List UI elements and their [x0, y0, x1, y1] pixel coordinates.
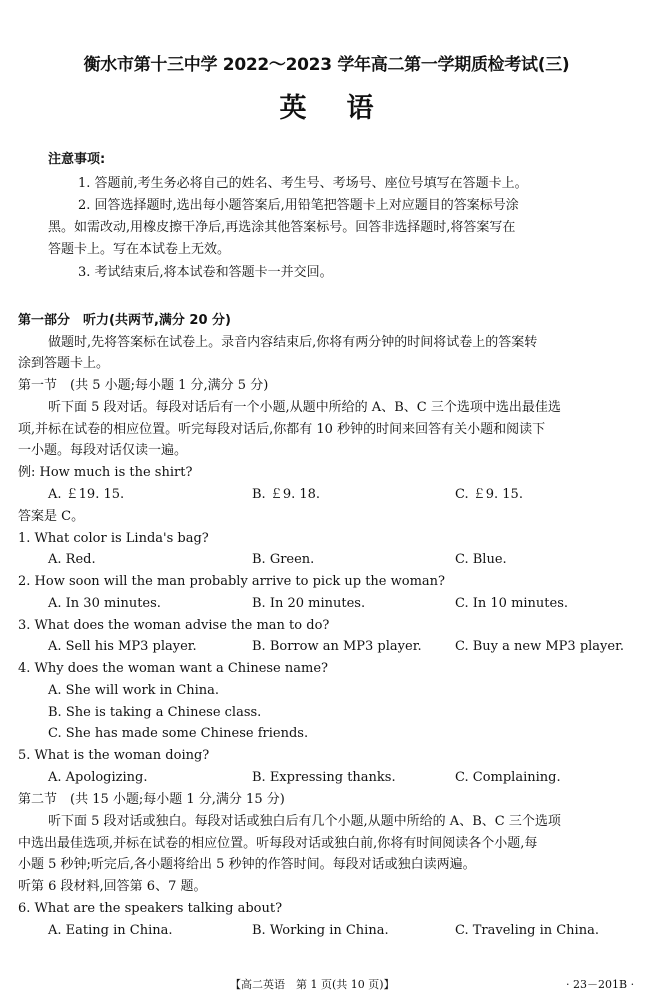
- part1-intro-line-2: 涂到答题卡上。: [18, 356, 110, 371]
- q4-option-a: A. She will work in China.: [48, 683, 220, 698]
- q1-option-a: A. Red.: [48, 552, 96, 567]
- example-option-c: C. ￡9. 15.: [455, 487, 523, 502]
- q2-option-c: C. In 10 minutes.: [455, 596, 569, 611]
- section2-instr-line-2: 中选出最佳选项,并标在试卷的相应位置。听每段对话或独白前,你将有时间阅读各个小题,每: [18, 836, 538, 851]
- q6-option-b: B. Working in China.: [252, 923, 389, 938]
- section1-instr-line-1: 听下面 5 段对话。每段对话后有一个小题,从题中所给的 A、B、C 三个选项中选出最佳选: [48, 400, 561, 415]
- notice-heading: 注意事项:: [48, 152, 106, 167]
- question-2: 2. How soon will the man probably arrive to pick up the woman?: [18, 574, 446, 589]
- q5-option-c: C. Complaining.: [455, 770, 561, 785]
- exam-title: 衡水市第十三中学 2022～2023 学年高二第一学期质检考试(三): [83, 55, 570, 75]
- notice-item-2-line-1: 2. 回答选择题时,选出每小题答案后,用铅笔把答题卡上对应题目的答案标号涂: [78, 198, 519, 213]
- q6-option-c: C. Traveling in China.: [455, 923, 599, 938]
- paper-code: · 23－201B ·: [566, 978, 635, 991]
- part1-intro-line-1: 做题时,先将答案标在试卷上。录音内容结束后,你将有两分钟的时间将试卷上的答案转: [48, 335, 538, 350]
- q6-option-a: A. Eating in China.: [48, 923, 173, 938]
- section2-instr-line-3: 小题 5 秒钟;听完后,各小题将给出 5 秒钟的作答时间。每段对话或独白读两遍。: [18, 857, 476, 872]
- example-answer: 答案是 C。: [18, 509, 85, 524]
- q5-option-b: B. Expressing thanks.: [252, 770, 396, 785]
- notice-item-2-line-2: 黑。如需改动,用橡皮擦干净后,再选涂其他答案标号。回答非选择题时,将答案写在: [48, 220, 516, 235]
- q3-option-c: C. Buy a new MP3 player.: [455, 639, 625, 654]
- example-option-a: A. ￡19. 15.: [48, 487, 125, 502]
- q1-option-c: C. Blue.: [455, 552, 507, 567]
- q3-option-a: A. Sell his MP3 player.: [48, 639, 197, 654]
- question-3: 3. What does the woman advise the man to do?: [18, 618, 330, 633]
- example-question: 例: How much is the shirt?: [18, 465, 193, 480]
- q5-option-a: A. Apologizing.: [48, 770, 148, 785]
- q2-option-a: A. In 30 minutes.: [48, 596, 161, 611]
- section1-instr-line-3: 一小题。每段对话仅读一遍。: [18, 443, 188, 458]
- notice-item-1: 1. 答题前,考生务必将自己的姓名、考生号、考场号、座位号填写在答题卡上。: [78, 176, 528, 191]
- section2-instr-line-1: 听下面 5 段对话或独白。每段对话或独白后有几个小题,从题中所给的 A、B、C 三个选项: [48, 814, 561, 829]
- part1-heading: 第一部分 听力(共两节,满分 20 分): [18, 313, 231, 328]
- question-6: 6. What are the speakers talking about?: [18, 901, 283, 916]
- section1-instr-line-2: 项,并标在试卷的相应位置。听完每段对话后,你都有 10 秒钟的时间来回答有关小题和阅读下: [18, 422, 546, 437]
- example-option-b: B. ￡9. 18.: [252, 487, 321, 502]
- section2-heading: 第二节 (共 15 小题;每小题 1 分,满分 15 分): [18, 792, 285, 807]
- notice-item-3: 3. 考试结束后,将本试卷和答题卡一并交回。: [78, 265, 333, 280]
- q1-option-b: B. Green.: [252, 552, 315, 567]
- question-1: 1. What color is Linda's bag?: [18, 531, 209, 546]
- q3-option-b: B. Borrow an MP3 player.: [252, 639, 422, 654]
- notice-item-2-line-3: 答题卡上。写在本试卷上无效。: [48, 242, 231, 257]
- q4-option-c: C. She has made some Chinese friends.: [48, 726, 309, 741]
- question-4: 4. Why does the woman want a Chinese name?: [18, 661, 328, 676]
- section2-material: 听第 6 段材料,回答第 6、7 题。: [18, 879, 207, 894]
- question-5: 5. What is the woman doing?: [18, 748, 210, 763]
- subject-title: 英语: [279, 93, 414, 124]
- q4-option-b: B. She is taking a Chinese class.: [48, 705, 262, 720]
- q2-option-b: B. In 20 minutes.: [252, 596, 366, 611]
- section1-heading: 第一节 (共 5 小题;每小题 1 分,满分 5 分): [18, 378, 269, 393]
- page-footer: 【高二英语 第 1 页(共 10 页)】: [230, 978, 395, 991]
